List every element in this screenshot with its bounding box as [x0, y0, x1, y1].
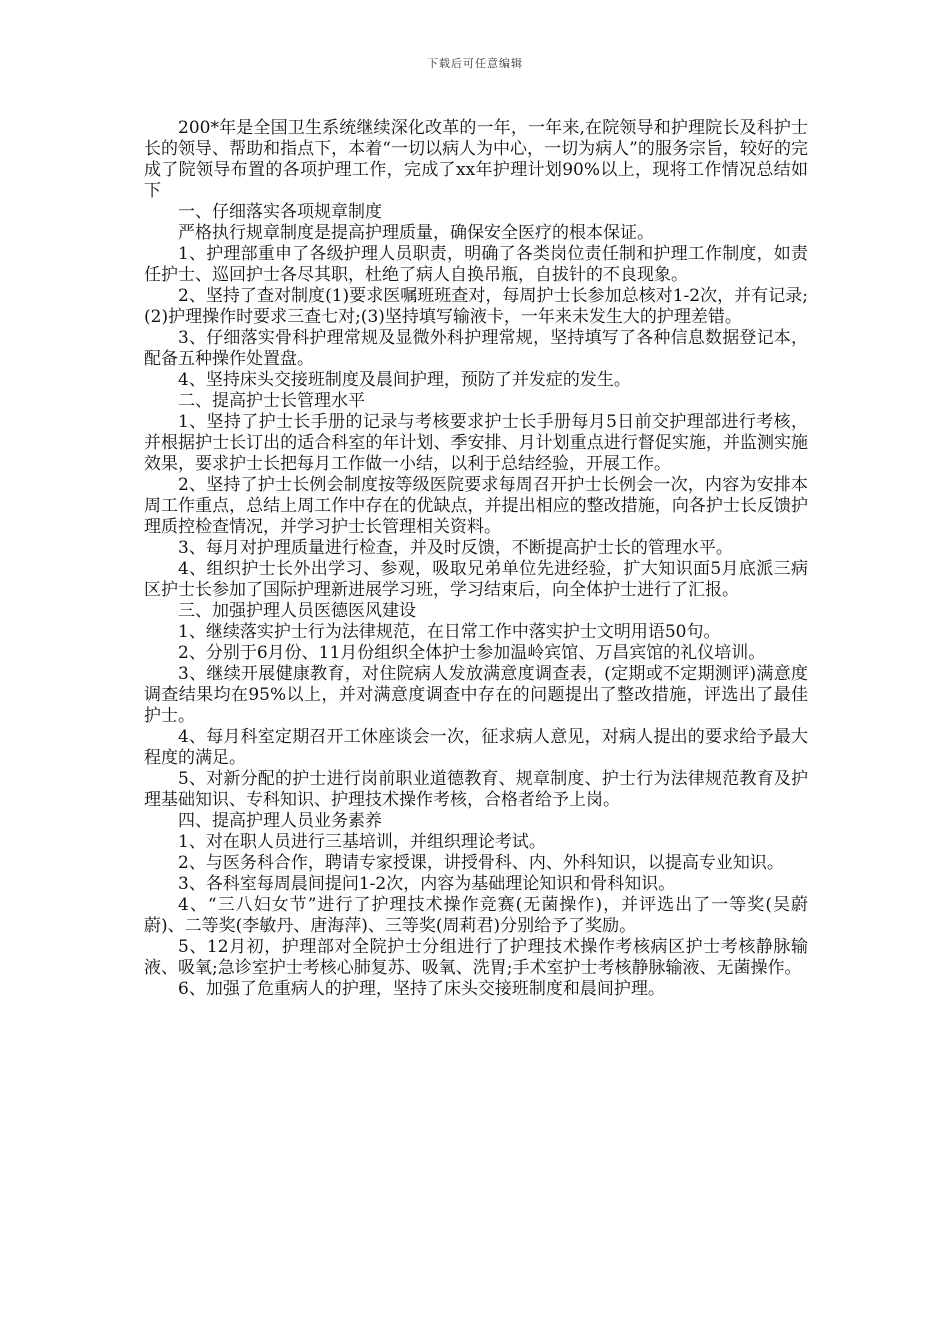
- intro-paragraph: 200*年是全国卫生系统继续深化改革的一年，一年来,在院领导和护理院长及科护士长的领导、帮助和指点下，本着“一切以病人为中心，一切为病人”的服务宗旨，较好的完成了院领导布置的各项护理工作，完成了xx年护理计划90%以上，现将工作情况总结如下: [144, 118, 808, 201]
- list-item: 1、继续落实护士行为法律规范，在日常工作中落实护士文明用语50句。: [178, 622, 721, 642]
- list-item: 2、坚持了查对制度(1)要求医嘱班班查对，每周护士长参加总核对1-2次，并有记录;(2)护理操作时要求三查七对;(3)坚持填写输液卡，一年来未发生大的护理差错。: [144, 286, 808, 327]
- list-item: 6、加强了危重病人的护理，坚持了床头交接班制度和晨间护理。: [178, 979, 665, 999]
- document-body: [144, 118, 808, 1000]
- list-item: 4、每月科室定期召开工休座谈会一次，征求病人意见，对病人提出的要求给予最大程度的满足。: [144, 727, 808, 768]
- list-item: 1、护理部重申了各级护理人员职责，明确了各类岗位责任制和护理工作制度，如责任护士、巡回护士各尽其职，杜绝了病人自换吊瓶，自拔针的不良现象。: [144, 244, 808, 285]
- list-item: 1、坚持了护士长手册的记录与考核要求护士长手册每月5日前交护理部进行考核，并根据护士长订出的适合科室的年计划、季安排、月计划重点进行督促实施，并监测实施效果，要求护士长把每月工作做一小结，以利于总结经验，开展工作。: [144, 412, 808, 474]
- list-item: 2、坚持了护士长例会制度按等级医院要求每周召开护士长例会一次，内容为安排本周工作重点，总结上周工作中存在的优缺点，并提出相应的整改措施，向各护士长反馈护理质控检查情况，并学习护士长管理相关资料。: [144, 475, 808, 537]
- list-item: 5、对新分配的护士进行岗前职业道德教育、规章制度、护士行为法律规范教育及护理基础知识、专科知识、护理技术操作考核，合格者给予上岗。: [144, 769, 808, 810]
- list-item: 3、仔细落实骨科护理常规及显微外科护理常规，坚持填写了各种信息数据登记本，配备五种操作处置盘。: [144, 328, 808, 369]
- list-item: 4、组织护士长外出学习、参观，吸取兄弟单位先进经验，扩大知识面5月底派三病区护士长参加了国际护理新进展学习班，学习结束后，向全体护士进行了汇报。: [144, 559, 808, 600]
- list-item: 4、“三八妇女节”进行了护理技术操作竞赛(无菌操作)，并评选出了一等奖(吴蔚蔚)、二等奖(李敏丹、唐海萍)、三等奖(周莉君)分别给予了奖励。: [144, 895, 808, 936]
- list-item: 2、分别于6月份、11月份组织全体护士参加温岭宾馆、万昌宾馆的礼仪培训。: [178, 643, 766, 663]
- list-item: 1、对在职人员进行三基培训，并组织理论考试。: [178, 832, 546, 852]
- list-item: 2、与医务科合作，聘请专家授课，讲授骨科、内、外科知识，以提高专业知识。: [178, 853, 784, 873]
- section-heading-4: 四、提高护理人员业务素养: [178, 811, 382, 831]
- section-heading-2: 二、提高护士长管理水平: [178, 391, 365, 411]
- list-item: 4、坚持床头交接班制度及晨间护理，预防了并发症的发生。: [178, 370, 631, 390]
- list-item: 3、继续开展健康教育，对住院病人发放满意度调查表，(定期或不定期测评)满意度调查结果均在95%以上，并对满意度调查中存在的问题提出了整改措施，评选出了最佳护士。: [144, 664, 808, 726]
- page-header: 下载后可任意编辑: [427, 57, 523, 70]
- body-paragraph: 严格执行规章制度是提高护理质量，确保安全医疗的根本保证。: [178, 223, 654, 243]
- section-heading-1: 一、仔细落实各项规章制度: [178, 202, 382, 222]
- list-item: 3、每月对护理质量进行检查，并及时反馈，不断提高护士长的管理水平。: [178, 538, 733, 558]
- list-item: 5、12月初，护理部对全院护士分组进行了护理技术操作考核病区护士考核静脉输液、吸氧;急诊室护士考核心肺复苏、吸氧、洗胃;手术室护士考核静脉输液、无菌操作。: [144, 937, 808, 978]
- list-item: 3、各科室每周晨间提问1-2次，内容为基础理论知识和骨科知识。: [178, 874, 676, 894]
- section-heading-3: 三、加强护理人员医德医风建设: [178, 601, 416, 621]
